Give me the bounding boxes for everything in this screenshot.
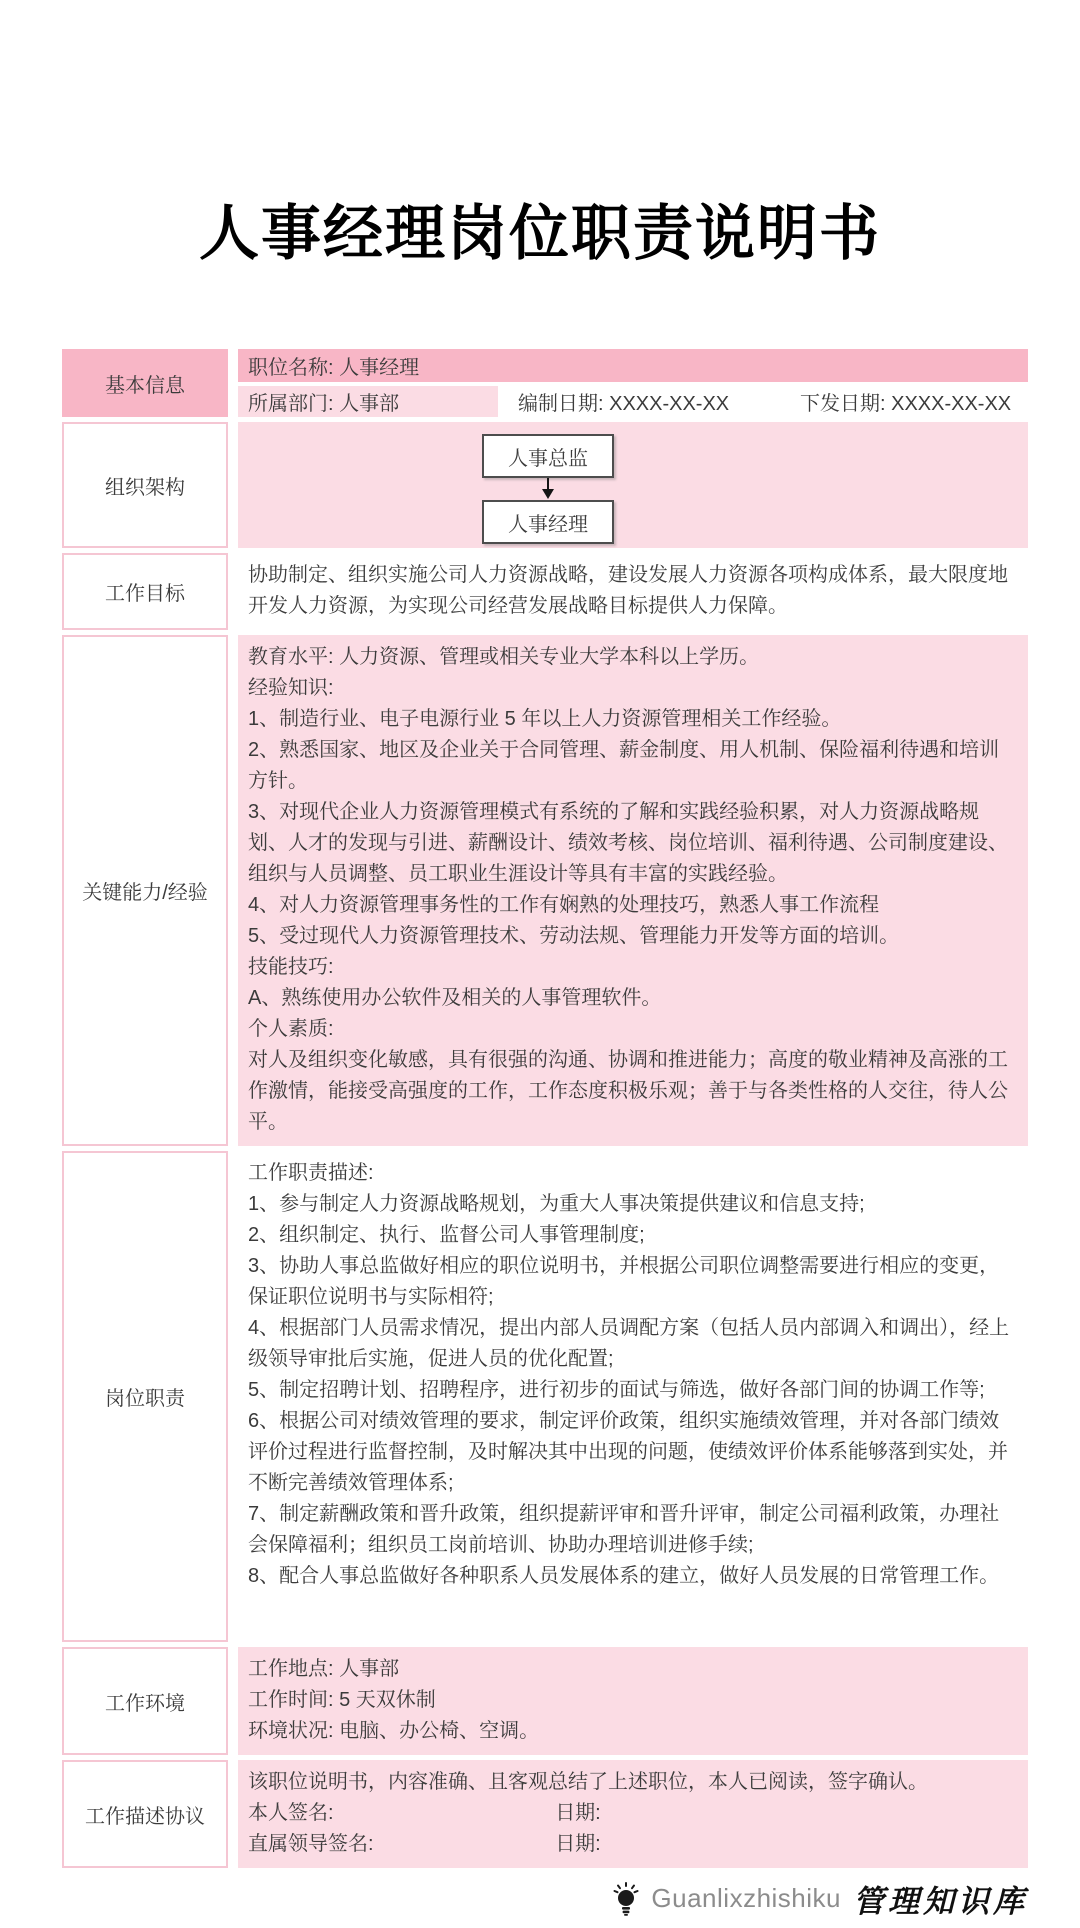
text-line: 2、熟悉国家、地区及企业关于合同管理、薪金制度、用人机制、保险福利待遇和培训方针。 (248, 739, 1000, 792)
supervisor-signature-row (248, 1829, 1016, 1860)
employee-signature-date-label: 日期: (555, 1802, 601, 1824)
text-line: 工作地点: 人事部 (248, 1658, 400, 1680)
row-work-goal (62, 553, 1028, 630)
description-agreement-label: 工作描述协议 (62, 1760, 228, 1868)
footer-logo-text: Guanlixzhishiku (651, 1883, 841, 1913)
basic-info-label: 基本信息 (62, 349, 228, 417)
position-name-cell: 职位名称: 人事经理 (238, 349, 1028, 382)
text-line: 1、制造行业、电子电源行业 5 年以上人力资源管理相关工作经验。 (248, 708, 842, 730)
supervisor-signature-label: 直属领导签名: (248, 1833, 374, 1855)
created-date-cell: 编制日期: XXXX-XX-XX (508, 386, 780, 417)
text-line: 3、对现代企业人力资源管理模式有系统的了解和实践经验积累，对人力资源战略规划、人才的发现与引进、薪酬设计、绩效考核、岗位培训、福利待遇、公司制度建设、组织与人员调整、员工职业生涯设计等具有丰富的实践经验。 (248, 801, 1008, 885)
down-arrow-icon (482, 478, 614, 500)
work-goal-text: 协助制定、组织实施公司人力资源战略，建设发展人力资源各项构成体系，最大限度地开发人力资源，为实现公司经营发展战略目标提供人力保障。 (238, 553, 1028, 630)
lightbulb-icon (613, 1882, 639, 1916)
basic-info-content (238, 349, 1028, 417)
text-line: 对人及组织变化敏感，具有很强的沟通、协调和推进能力；高度的敬业精神及高涨的工作激情，能接受高强度的工作，工作态度积极乐观；善于与各类性格的人交往，待人公平。 (248, 1049, 1008, 1133)
basic-info-subrow (238, 386, 1028, 417)
job-description-table (62, 349, 1028, 1868)
text-line: 7、制定薪酬政策和晋升政策，组织提薪评审和晋升评审，制定公司福利政策，办理社会保障福利；组织员工岗前培训、协助办理培训进修手续; (248, 1503, 1000, 1556)
text-line: 5、受过现代人力资源管理技术、劳动法规、管理能力开发等方面的培训。 (248, 925, 900, 947)
employee-signature-row (248, 1798, 1016, 1829)
org-box-hr-manager: 人事经理 (482, 500, 614, 544)
org-box-hr-director: 人事总监 (482, 434, 614, 478)
text-line: A、熟练使用办公软件及相关的人事管理软件。 (248, 987, 662, 1009)
work-environment-label: 工作环境 (62, 1647, 228, 1755)
row-description-agreement (62, 1760, 1028, 1868)
org-chart-nodes (482, 422, 614, 544)
text-line: 1、参与制定人力资源战略规划，为重大人事决策提供建议和信息支持; (248, 1193, 865, 1215)
supervisor-signature-date-label: 日期: (555, 1833, 601, 1855)
text-line: 5、制定招聘计划、招聘程序，进行初步的面试与筛选，做好各部门间的协调工作等; (248, 1379, 985, 1401)
text-line: 技能技巧: (248, 956, 334, 978)
text-line: 3、协助人事总监做好相应的职位说明书，并根据公司职位调整需要进行相应的变更，保证职位说明书与实际相符; (248, 1255, 1000, 1308)
org-chart (238, 422, 1028, 548)
text-line: 个人素质: (248, 1018, 334, 1040)
footer-brand (0, 1876, 1028, 1921)
text-line: 4、根据部门人员需求情况，提出内部人员调配方案（包括人员内部调入和调出），经上级领导审批后实施，促进人员的优化配置; (248, 1317, 1010, 1370)
row-work-environment (62, 1647, 1028, 1755)
text-line: 6、根据公司对绩效管理的要求，制定评价政策，组织实施绩效管理，并对各部门绩效评价过程进行监督控制，及时解决其中出现的问题，使绩效评价体系能够落到实处，并不断完善绩效管理体系; (248, 1410, 1008, 1494)
text-line: 工作职责描述: (248, 1162, 374, 1184)
work-goal-label: 工作目标 (62, 553, 228, 630)
row-job-duties (62, 1151, 1028, 1642)
issued-date-cell: 下发日期: XXXX-XX-XX (790, 386, 1028, 417)
description-agreement-content (238, 1760, 1028, 1868)
job-duties-text (238, 1151, 1028, 1642)
employee-signature-label: 本人签名: (248, 1802, 334, 1824)
key-abilities-text (238, 635, 1028, 1146)
work-environment-text (238, 1647, 1028, 1755)
text-line: 工作时间: 5 天双休制 (248, 1689, 436, 1711)
row-basic-info (62, 349, 1028, 417)
org-structure-label: 组织架构 (62, 422, 228, 548)
text-line: 2、组织制定、执行、监督公司人事管理制度; (248, 1224, 645, 1246)
text-line: 经验知识: (248, 677, 334, 699)
agreement-intro: 该职位说明书，内容准确、且客观总结了上述职位，本人已阅读，签字确认。 (248, 1771, 928, 1793)
page-title: 人事经理岗位职责说明书 (199, 199, 881, 269)
department-cell: 所属部门: 人事部 (238, 386, 498, 417)
arrow-head (542, 489, 554, 499)
arrow-stem (547, 478, 549, 489)
text-line: 教育水平: 人力资源、管理或相关专业大学本科以上学历。 (248, 646, 760, 668)
text-line: 4、对人力资源管理事务性的工作有娴熟的处理技巧，熟悉人事工作流程 (248, 894, 880, 916)
text-line: 环境状况: 电脑、办公椅、空调。 (248, 1720, 540, 1742)
row-org-structure (62, 422, 1028, 548)
job-duties-label: 岗位职责 (62, 1151, 228, 1642)
text-line: 8、配合人事总监做好各种职系人员发展体系的建立，做好人员发展的日常管理工作。 (248, 1565, 1000, 1587)
key-abilities-label: 关键能力/经验 (62, 635, 228, 1146)
row-key-abilities (62, 635, 1028, 1146)
footer-brand-name: 管理知识库 (853, 1884, 1028, 1920)
